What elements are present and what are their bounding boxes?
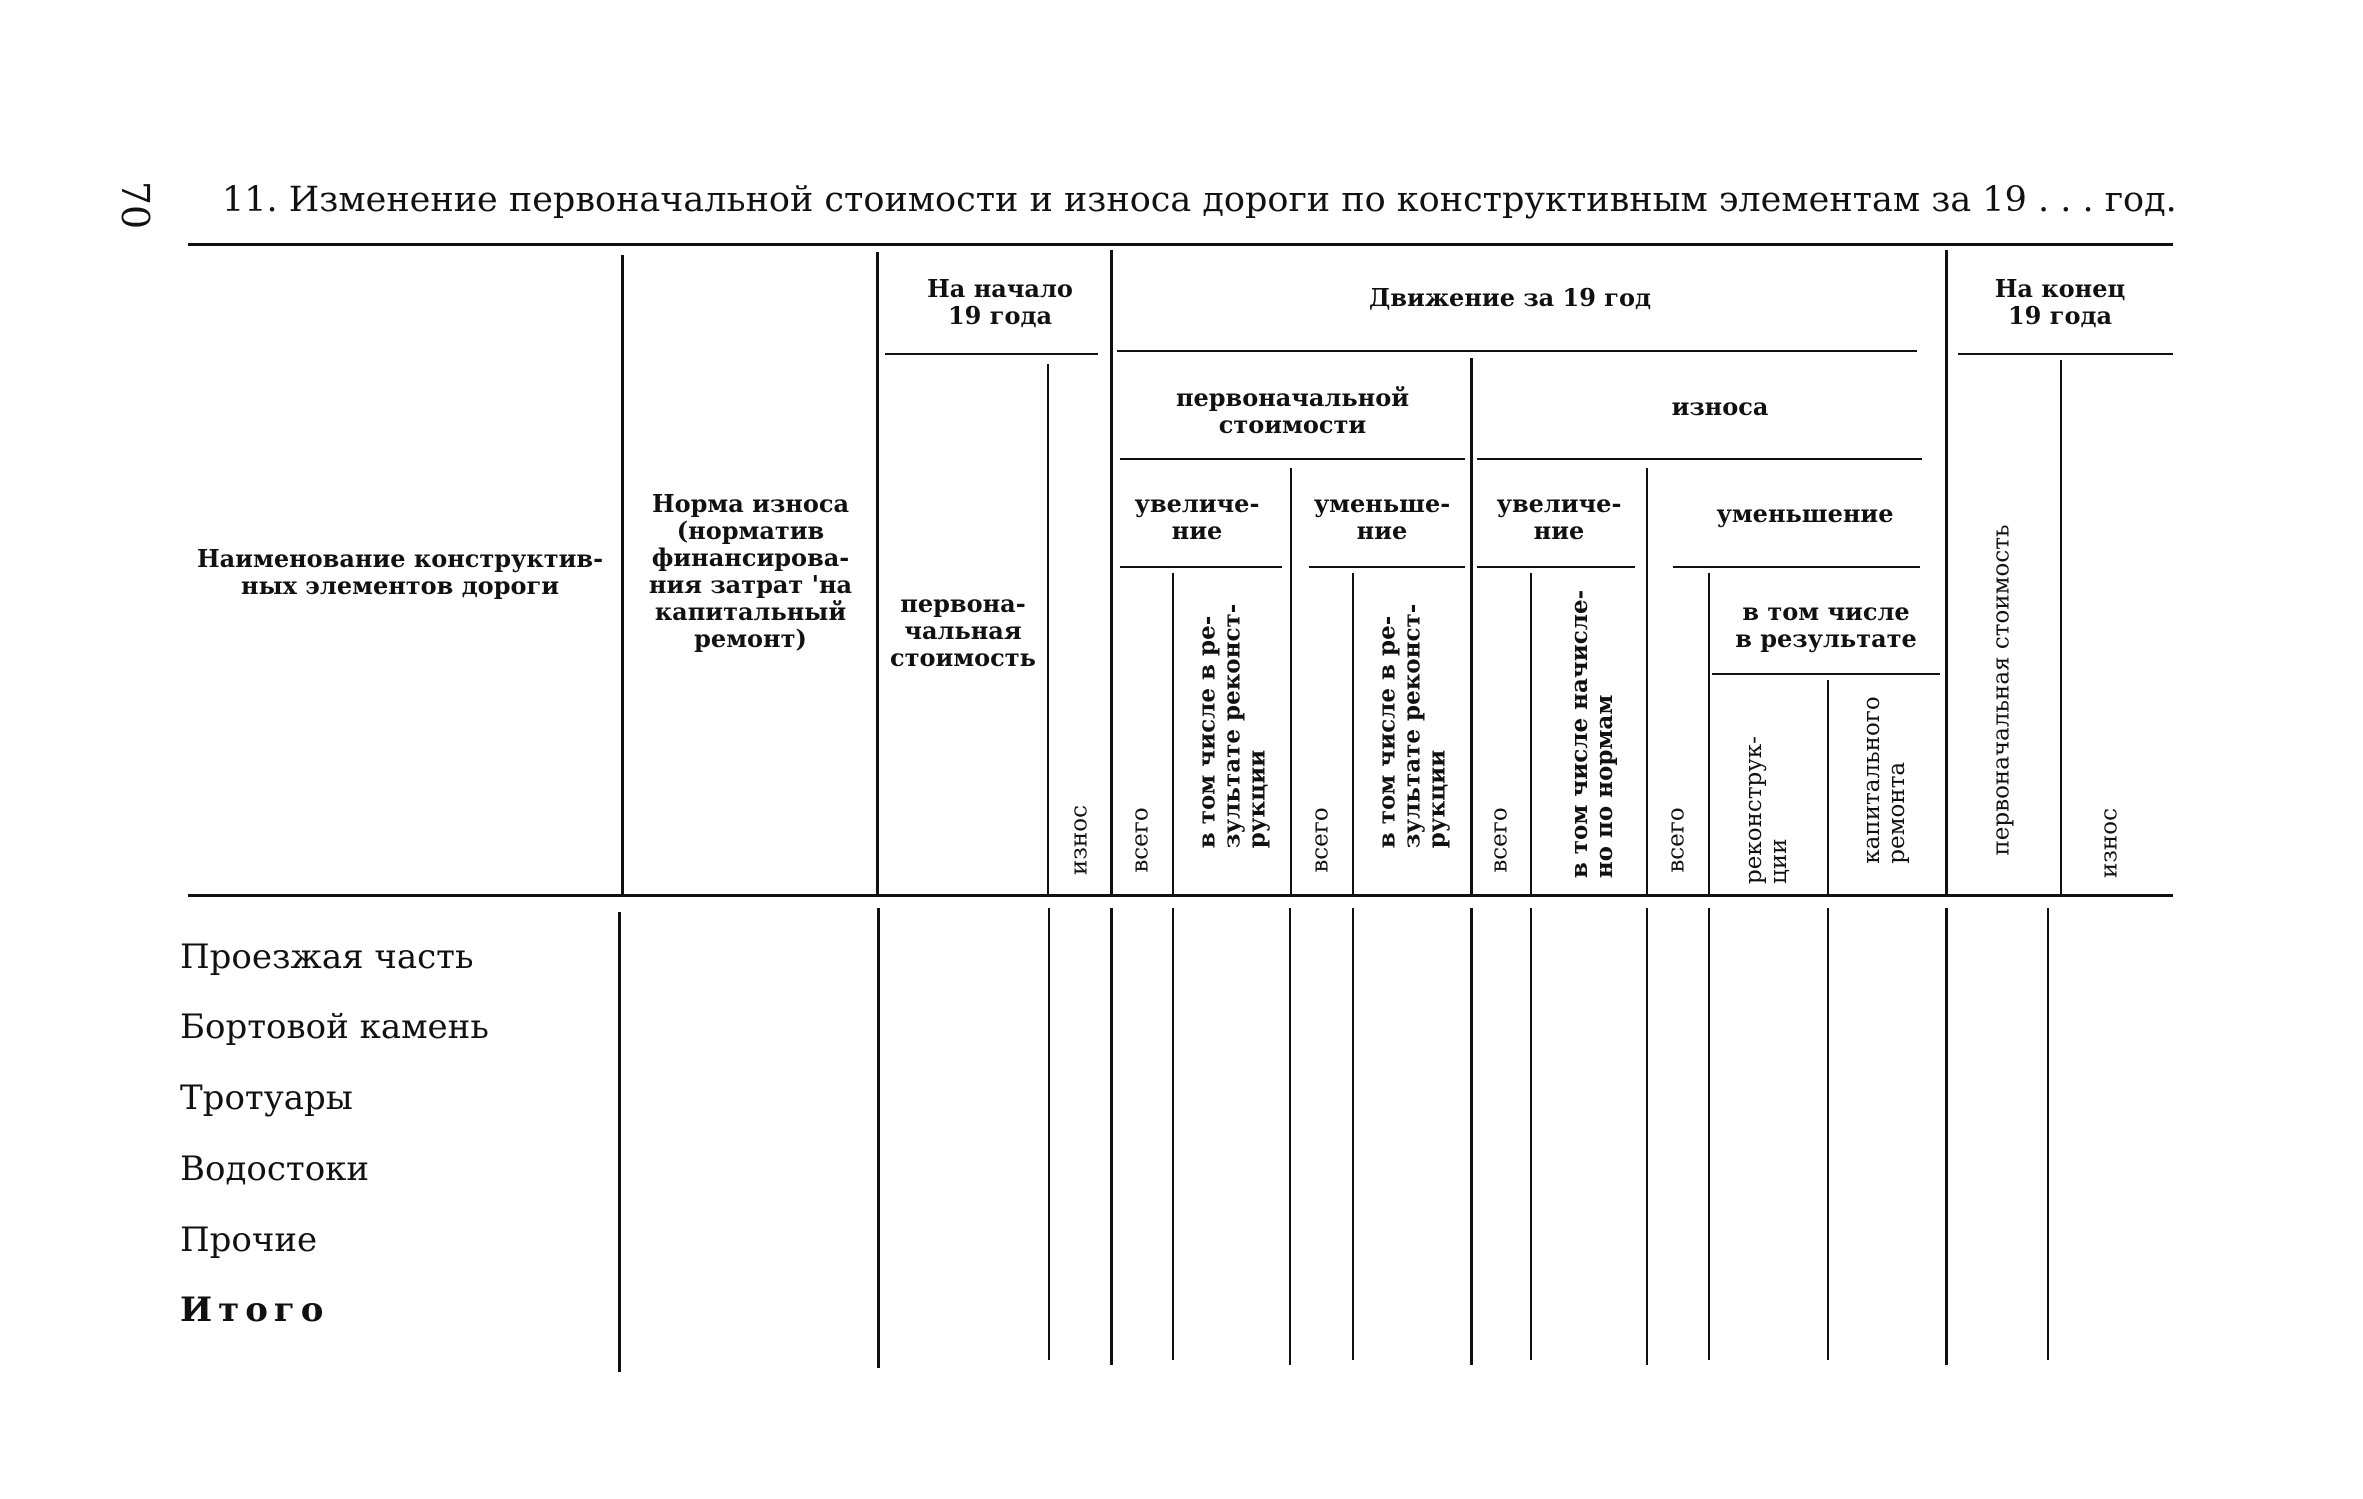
- header-total-1: всего: [1127, 807, 1154, 873]
- header-wear-increase: увеличе- ние: [1496, 489, 1622, 545]
- col-line: [1047, 364, 1049, 895]
- body-col-line: [1470, 908, 1473, 1365]
- body-col-line: [1110, 908, 1113, 1365]
- row-label: Бортовой камень: [180, 1007, 489, 1047]
- movement-group-rule: [1117, 350, 1917, 352]
- header-start-wear: износ: [1066, 805, 1093, 875]
- body-col-line: [1172, 908, 1174, 1360]
- row-label: Тротуары: [180, 1078, 353, 1118]
- header-capital-repair: капитального ремонта: [1859, 696, 1910, 864]
- col-line: [1530, 573, 1532, 895]
- header-initial-cost-group: первоначальной стоимости: [1175, 383, 1410, 439]
- header-total-4: всего: [1663, 807, 1690, 873]
- wear-increase-rule: [1477, 566, 1635, 568]
- col-line: [876, 252, 879, 895]
- row-label: Водостоки: [180, 1149, 370, 1189]
- col-line: [1945, 250, 1948, 895]
- end-group-rule: [1958, 353, 2173, 355]
- body-col-line: [1289, 908, 1291, 1365]
- body-col-line: [1827, 908, 1829, 1360]
- col-line: [621, 255, 624, 895]
- col-line: [1646, 468, 1648, 895]
- header-total-3: всего: [1486, 807, 1513, 873]
- col-line: [1708, 573, 1710, 895]
- header-wear-decrease: уменьшение: [1716, 499, 1894, 528]
- decrease-rule: [1309, 566, 1465, 568]
- header-incl-recon-1: в том числе в ре- зультате реконст- рукции: [1193, 603, 1271, 849]
- header-bottom-rule: [188, 894, 2173, 897]
- col-line: [1110, 250, 1113, 895]
- row-label-total: Итого: [180, 1290, 330, 1330]
- header-end-group: На конец 19 года: [1994, 274, 2126, 330]
- incl-result-rule: [1712, 673, 1940, 675]
- wear-decrease-rule: [1673, 566, 1920, 568]
- body-col-line: [1048, 908, 1050, 1360]
- header-wear-group: износа: [1671, 392, 1769, 421]
- col-line: [1172, 573, 1174, 895]
- body-col-line: [1530, 908, 1532, 1360]
- header-start-initial-cost: первона- чальная стоимость: [890, 589, 1036, 672]
- increase-rule: [1120, 566, 1282, 568]
- start-group-rule: [885, 353, 1098, 355]
- col-line: [1470, 358, 1473, 895]
- header-total-2: всего: [1307, 807, 1334, 873]
- header-movement-group: Движение за 19 год: [1369, 283, 1651, 312]
- header-norm-column: Норма износа (норматив финансирова- ния затрат 'на капитальный ремонт): [648, 489, 853, 653]
- body-col-line: [1945, 908, 1948, 1365]
- header-end-wear: износ: [2096, 808, 2123, 878]
- header-decrease: уменьше- ние: [1313, 489, 1451, 545]
- header-end-initial-cost: первоначальная стоимость: [1988, 524, 2015, 856]
- header-reconstruction: реконструк- ции: [1741, 736, 1792, 884]
- table-title: 11. Изменение первоначальной стоимости и износа дороги по конструктивным элементам за 19 . . . год.: [222, 180, 2177, 220]
- row-label: Проезжая часть: [180, 937, 474, 977]
- body-col-line: [2047, 908, 2049, 1360]
- row-label: Прочие: [180, 1220, 318, 1260]
- col-line: [1290, 468, 1292, 895]
- header-incl-recon-2: в том числе в ре- зультате реконст- рукции: [1373, 603, 1451, 849]
- header-start-group: На начало 19 года: [927, 274, 1073, 330]
- col-line: [1352, 573, 1354, 895]
- body-col-line: [618, 912, 621, 1372]
- body-col-line: [1646, 908, 1648, 1365]
- header-increase: увеличе- ние: [1134, 489, 1260, 545]
- body-col-line: [1708, 908, 1710, 1360]
- header-incl-accrued: в том числе начисле- но по нормам: [1566, 589, 1618, 879]
- col-line: [1827, 680, 1829, 895]
- top-rule: [188, 243, 2173, 246]
- col-line: [2060, 360, 2062, 895]
- body-col-line: [877, 908, 880, 1368]
- page-number: 70: [113, 180, 157, 230]
- header-name-column: Наименование конструктив- ных элементов дороги: [196, 544, 604, 600]
- header-incl-result: в том числе в результате: [1735, 597, 1917, 653]
- wear-rule: [1477, 458, 1922, 460]
- initial-cost-rule: [1120, 458, 1465, 460]
- body-col-line: [1352, 908, 1354, 1360]
